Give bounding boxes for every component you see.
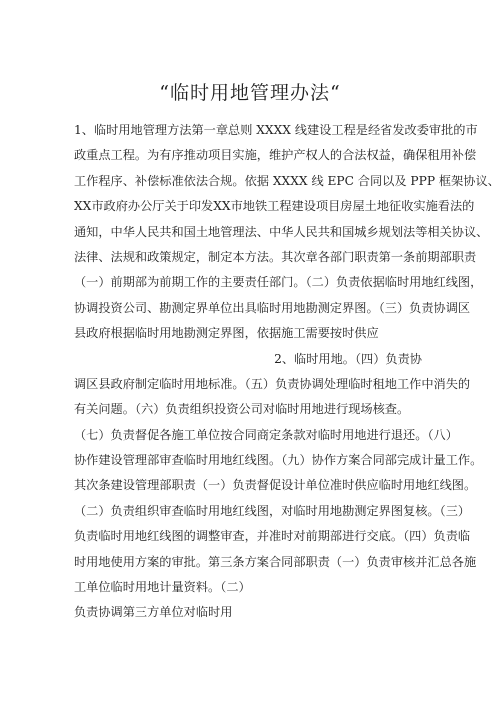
body-line: 其次条建设管理部职责（一）负责督促设计单位准时供应临时用地红线图。 — [74, 478, 477, 493]
body-line: 时用地使用方案的审批。第三条方案合同部职责（一）负责审核并汇总各施 — [74, 554, 477, 569]
body-line: XX市政府办公厅关于印发XX市地铁工程建设项目房屋土地征收实施看法的 — [74, 199, 475, 214]
body-line: （一）前期部为前期工作的主要责任部门。（二）负责依据临时用地红线图， — [74, 275, 483, 290]
body-line: 政重点工程。为有序推动项目实施，维护产权人的合法权益，确保租用补偿 — [74, 148, 477, 163]
body-line: 通知，中华人民共和国土地管理法、中华人民共和国城乡规划法等相关协议、 — [74, 224, 489, 239]
body-line: 负责临时用地红线图的调整审查，并准时对前期部进行交底。（四）负责临 — [74, 529, 471, 544]
body-line: 有关问题。（六）负责组织投资公司对临时用地进行现场核查。 — [74, 402, 410, 417]
body-line: 负责协调第三方单位对临时用 — [74, 605, 233, 620]
body-line: 2、临时用地。（四）负责协 — [274, 351, 422, 366]
body-line: （七）负责督促各施工单位按合同商定条款对临时用地进行退还。（八） — [74, 427, 458, 442]
document-body — [74, 118, 500, 626]
body-line: 工作程序、补偿标准依法合规。依据 XXXX 线 EPC 合同以及 PPP 框架协议、 — [74, 173, 500, 188]
body-line: 县政府根据临时用地勘测定界图，依据施工需要按时供应 — [74, 326, 379, 341]
document-title: “临时用地管理办法“ — [159, 82, 341, 104]
body-line: 调区县政府制定临时用地标准。（五）负责协调处理临时租地工作中消失的 — [74, 376, 471, 391]
body-line: 法律、法规和政策规定，制定本方法。其次章各部门职责第一条前期部职责 — [74, 249, 477, 264]
body-line: 协调投资公司、勘测定界单位出具临时用地勘测定界图。（三）负责协调区 — [74, 300, 471, 315]
body-line: 协作建设管理部审查临时用地红线图。（九）协作方案合同部完成计量工作。 — [74, 453, 483, 468]
body-line: （二）负责组织审查临时用地红线图，对临时用地勘测定界图复核。（三） — [74, 503, 471, 518]
body-line: 工单位临时用地计量资料。（二） — [74, 580, 251, 595]
body-line: 1、临时用地管理方法第一章总则 XXXX 线建设工程是经省发改委审批的市 — [74, 123, 478, 137]
